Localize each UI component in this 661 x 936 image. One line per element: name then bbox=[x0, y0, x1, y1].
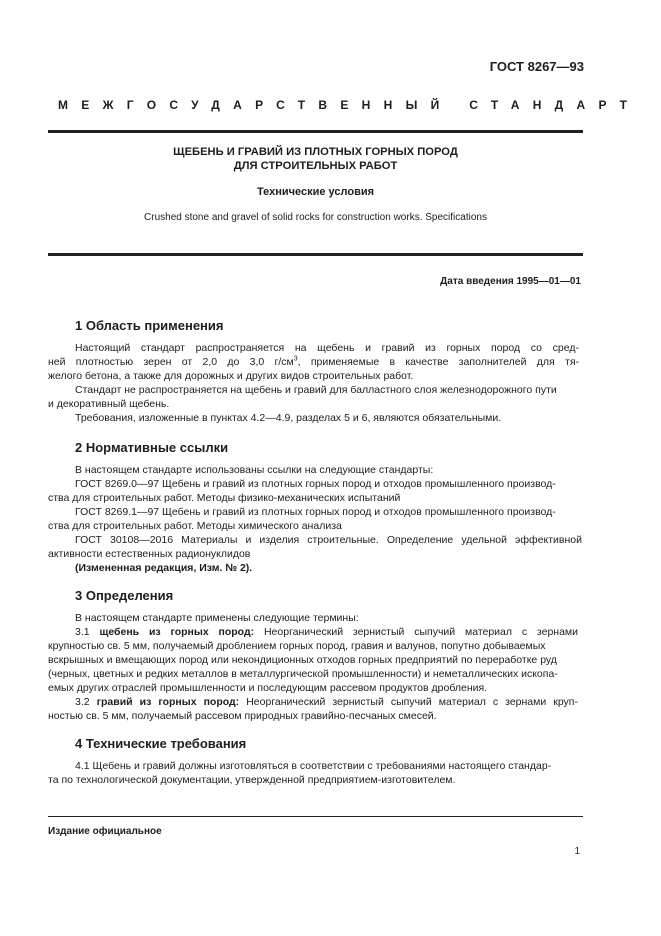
s2-ref1-line1: ГОСТ 8269.0—97 Щебень и гравий из плотных горных пород и отходов промышленного производ- bbox=[75, 478, 556, 490]
section-1-heading: 1 Область применения bbox=[75, 318, 224, 333]
s1-p2-line2: и декоративный щебень. bbox=[48, 398, 170, 410]
s4-line1: 4.1 Щебень и гравий должны изготовляться в соответствии с требованиями настоящего стандар- bbox=[75, 760, 552, 772]
s1-p1-line3: желого бетона, а также для дорожных и других видов строительных работ. bbox=[48, 370, 414, 382]
introduction-date: Дата введения 1995—01—01 bbox=[440, 276, 581, 287]
s3-term1-number: 3.1 bbox=[75, 626, 90, 638]
s3-term1-line2: крупностью св. 5 мм, получаемый дроблением горных пород, гравия и валунов, попутно добываемых bbox=[48, 640, 546, 652]
document-subtitle: Технические условия bbox=[256, 186, 375, 198]
title-line-2: ДЛЯ СТРОИТЕЛЬНЫХ РАБОТ bbox=[233, 159, 398, 172]
standard-type-heading: МЕЖГОСУДАРСТВЕННЫЙ СТАНДАРТ bbox=[58, 98, 641, 112]
s2-ref2-line2: ства для строительных работ. Методы химического анализа bbox=[48, 520, 342, 532]
s3-term2-number: 3.2 bbox=[75, 696, 90, 708]
s3-term1-line5: емых других отраслей промышленности и последующим рассевом продуктов дробления. bbox=[48, 682, 488, 694]
s3-term2-definition-start: Неорганический зернистый сыпучий материал с зернами круп- bbox=[246, 696, 578, 708]
s3-term1-definition-start: Неорганический зернистый сыпучий материал с зернами bbox=[263, 626, 579, 638]
s1-p1-line2b: , применяемые в качестве заполнителей для тя- bbox=[297, 356, 580, 368]
footer-rule bbox=[48, 816, 583, 817]
document-title bbox=[48, 146, 583, 173]
s3-term2-line2: ностью св. 5 мм, получаемый рассевом природных гравийно-песчаных смесей. bbox=[48, 710, 437, 722]
s2-line1: В настоящем стандарте использованы ссылки на следующие стандарты: bbox=[75, 464, 434, 476]
s3-term1-term: щебень из горных пород: bbox=[99, 626, 255, 638]
s3-term1-line1 bbox=[75, 626, 578, 640]
s1-p1-line1: Настоящий стандарт распространяется на щебень и гравий из горных пород со сред- bbox=[75, 342, 579, 354]
section-4-heading: 4 Технические требования bbox=[75, 736, 247, 751]
s1-p3: Требования, изложенные в пунктах 4.2—4.9, разделах 5 и 6, являются обязательными. bbox=[75, 412, 502, 424]
s1-p1-sup: 3 bbox=[293, 355, 298, 363]
section-3-heading: 3 Определения bbox=[75, 588, 174, 603]
s3-term2-term: гравий из горных пород: bbox=[96, 696, 240, 708]
page-number: 1 bbox=[574, 846, 580, 857]
s2-ref2-line1: ГОСТ 8269.1—97 Щебень и гравий из плотных горных пород и отходов промышленного производ- bbox=[75, 506, 556, 518]
s3-term1-line4: (черных, цветных и редких металлов в металлургической промышленности) и неметаллических ископа- bbox=[48, 668, 558, 680]
s3-term1-line3: вскрышных и вмещающих пород или некондиционных отходов горных предприятий по переработке руд bbox=[48, 654, 557, 666]
top-rule bbox=[48, 130, 583, 133]
english-title: Crushed stone and gravel of solid rocks for construction works. Specifications bbox=[144, 212, 487, 223]
s3-line1: В настоящем стандарте применены следующие термины: bbox=[75, 612, 359, 624]
middle-rule bbox=[48, 253, 583, 256]
s4-line2: та по технологической документации, утвержденной предприятием-изготовителем. bbox=[48, 774, 456, 786]
s2-ref1-line2: ства для строительных работ. Методы физико-механических испытаний bbox=[48, 492, 401, 504]
s1-p2-line1: Стандарт не распространяется на щебень и гравий для балластного слоя железнодорожного пути bbox=[75, 384, 557, 396]
s1-p1-line2a: ней плотностью зерен от 2,0 до 3,0 г/см bbox=[48, 356, 294, 368]
official-edition-label: Издание официальное bbox=[48, 826, 162, 837]
s2-ref3-line2: активности естественных радионуклидов bbox=[48, 548, 251, 560]
s2-amendment-note: (Измененная редакция, Изм. № 2). bbox=[75, 562, 253, 574]
section-2-heading: 2 Нормативные ссылки bbox=[75, 440, 229, 455]
s2-ref3-line1: ГОСТ 30108—2016 Материалы и изделия строительные. Определение удельной эффективной bbox=[75, 534, 582, 546]
s3-term2-line1 bbox=[75, 696, 578, 710]
title-line-1: ЩЕБЕНЬ И ГРАВИЙ ИЗ ПЛОТНЫХ ГОРНЫХ ПОРОД bbox=[173, 146, 458, 158]
gost-number: ГОСТ 8267—93 bbox=[489, 59, 584, 74]
s1-p1-line2 bbox=[48, 356, 579, 370]
